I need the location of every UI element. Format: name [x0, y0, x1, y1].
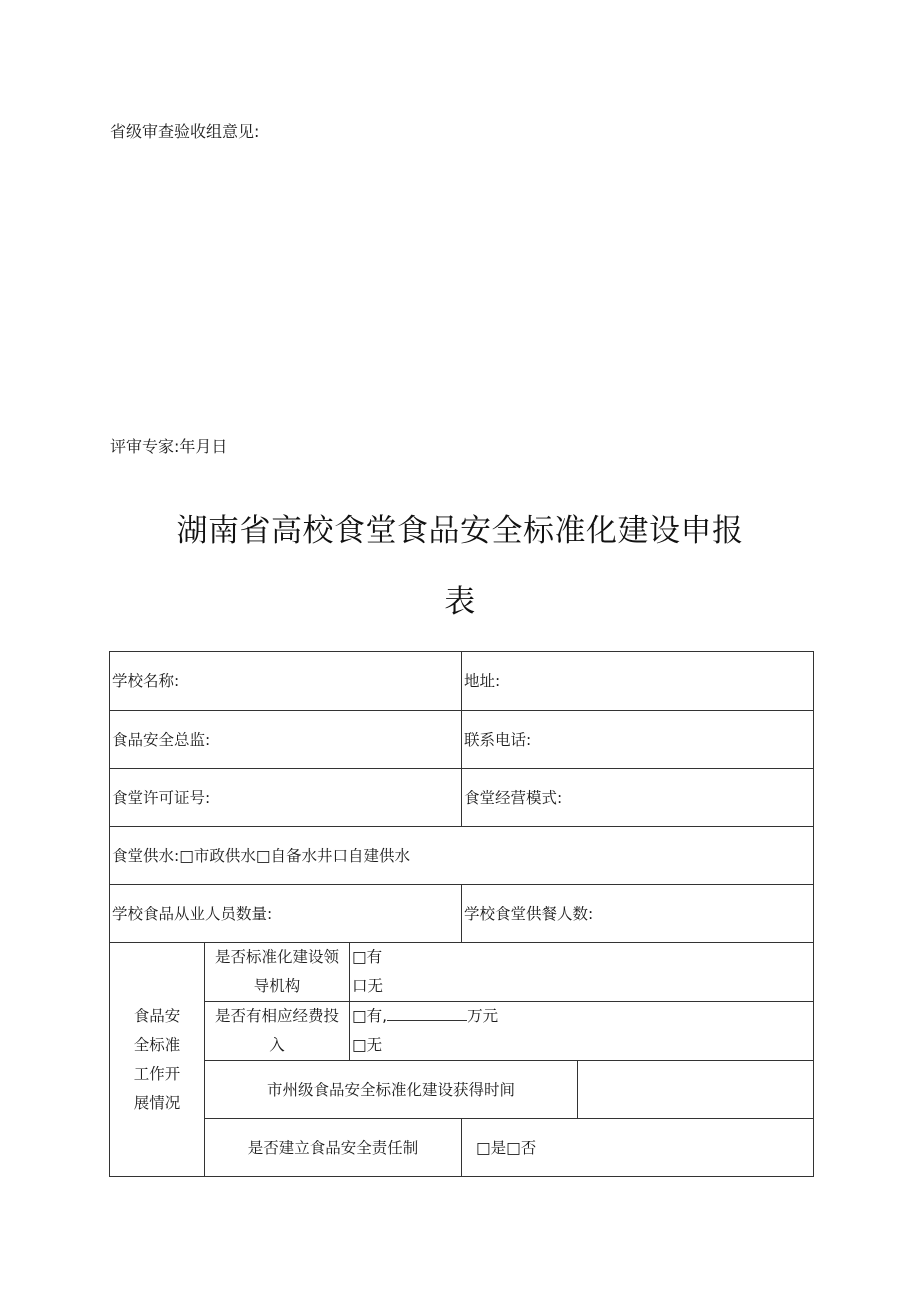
form-row-water	[110, 827, 814, 885]
funding-unit: 万元	[467, 1007, 499, 1025]
form-row-school	[110, 652, 814, 711]
review-opinion-label: 省级审查验收组意见:	[110, 122, 260, 141]
funding-option-no[interactable]: □无	[352, 1036, 383, 1054]
leadership-question-line: 导机构	[253, 977, 301, 995]
leadership-question	[205, 943, 350, 1002]
form-row-city-level	[110, 1061, 814, 1119]
license-label: 食堂许可证号:	[112, 788, 211, 807]
responsibility-question: 是否建立食品安全责任制	[205, 1119, 462, 1177]
form-row-license	[110, 769, 814, 827]
form-row-responsibility	[110, 1119, 814, 1177]
city-level-time-field[interactable]	[578, 1061, 814, 1119]
city-level-time-label: 市州级食品安全标准化建设获得时间	[205, 1061, 578, 1119]
leadership-option-no[interactable]: 口无	[352, 977, 384, 995]
operation-mode-field[interactable]	[462, 769, 814, 827]
section-label-line: 工作开	[133, 1064, 181, 1083]
funding-amount-blank[interactable]	[387, 1006, 467, 1021]
funding-option-yes[interactable]	[350, 1002, 813, 1031]
form-row-director	[110, 711, 814, 769]
form-title-line2: 表	[444, 584, 476, 620]
operation-mode-label: 食堂经营模式:	[464, 788, 563, 807]
phone-label: 联系电话:	[464, 730, 532, 749]
form-row-funding	[110, 1002, 814, 1061]
funding-question-line: 是否有相应经费投	[214, 1007, 339, 1025]
safety-standard-section-label	[110, 943, 205, 1177]
leadership-options[interactable]	[350, 943, 814, 1002]
expert-signature-line: 评审专家:年月日	[110, 437, 228, 456]
section-label-line: 食品安	[133, 1006, 181, 1025]
staff-count-field[interactable]	[110, 885, 462, 943]
responsibility-options[interactable]	[462, 1119, 814, 1177]
form-row-staff	[110, 885, 814, 943]
section-label-line: 展情况	[133, 1093, 181, 1112]
funding-options[interactable]	[350, 1002, 814, 1061]
application-form-table	[109, 651, 814, 1177]
leadership-option-yes[interactable]: □有	[352, 948, 383, 966]
safety-director-label: 食品安全总监:	[112, 730, 211, 749]
school-name-label: 学校名称:	[112, 672, 180, 690]
funding-question-line: 入	[269, 1036, 285, 1054]
address-field[interactable]	[462, 652, 814, 711]
water-supply-label: 食堂供水:□市政供水□自备水井口自建供水	[112, 846, 411, 865]
license-field[interactable]	[110, 769, 462, 827]
school-name-field[interactable]	[110, 652, 462, 711]
address-label: 地址:	[464, 672, 501, 690]
meal-count-field[interactable]	[462, 885, 814, 943]
form-title-line1: 湖南省高校食堂食品安全标准化建设申报	[176, 513, 744, 549]
section-label-line: 全标准	[133, 1035, 181, 1054]
meal-count-label: 学校食堂供餐人数:	[464, 904, 594, 923]
funding-yes-label: □有,	[352, 1007, 388, 1025]
safety-director-field[interactable]	[110, 711, 462, 769]
water-supply-field[interactable]	[110, 827, 814, 885]
form-row-leadership	[110, 943, 814, 1002]
phone-field[interactable]	[462, 711, 814, 769]
staff-count-label: 学校食品从业人员数量:	[112, 904, 273, 923]
funding-question	[205, 1002, 350, 1061]
leadership-question-line: 是否标准化建设领	[214, 948, 339, 966]
responsibility-options-label: □是□否	[476, 1138, 537, 1157]
